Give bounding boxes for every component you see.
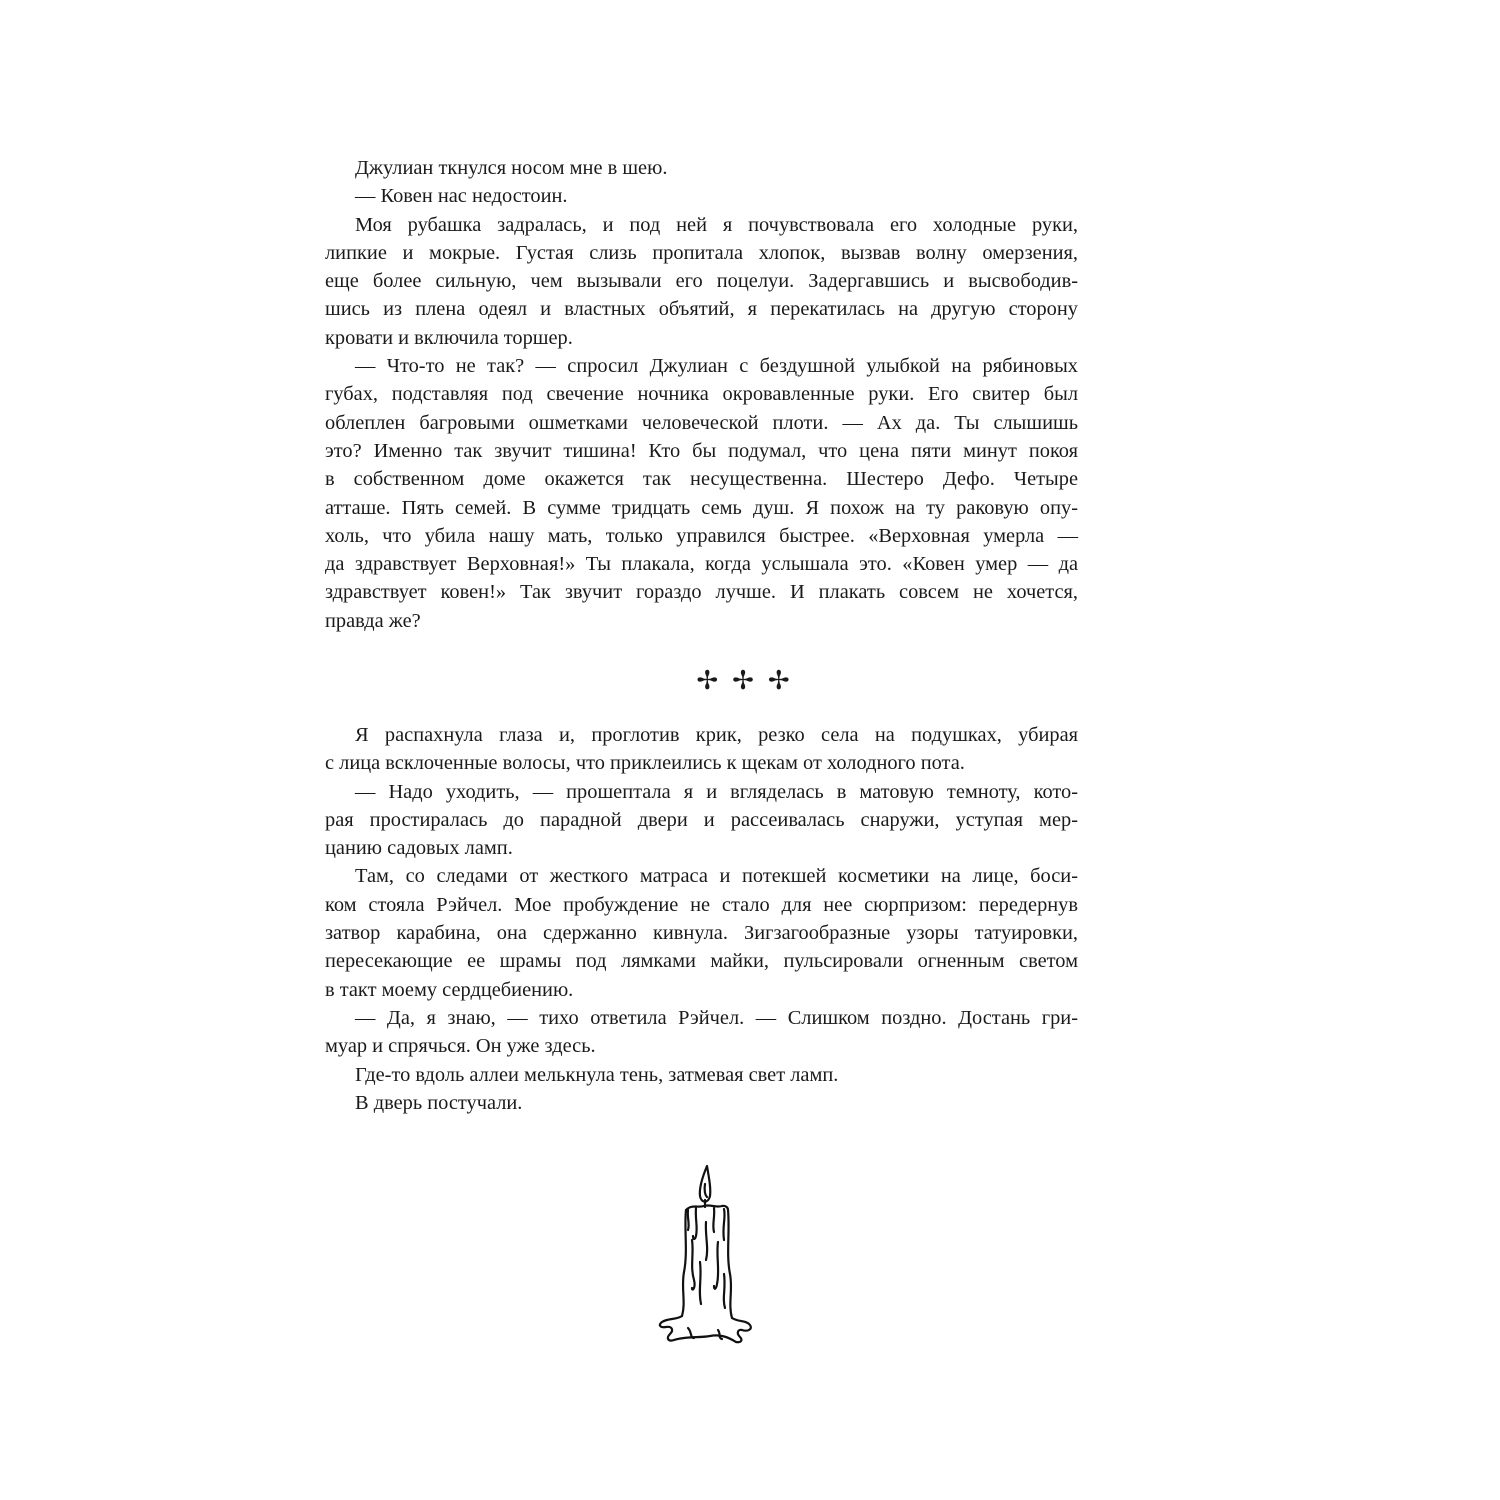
section-one-line: Моя рубашка задралась, и под ней я почувствовала его холодные руки,: [355, 213, 1078, 236]
section-one-line: в собственном доме окажется так несущественна. Шестеро Дефо. Четыре: [325, 468, 1078, 491]
section-two-line: рая простиралась до парадной двери и рассеивалась снаружи, уступая мер-: [325, 808, 1078, 831]
section-two-line: Где-то вдоль аллеи мелькнула тень, затмевая свет ламп.: [355, 1063, 839, 1086]
section-one-line: холь, что убила нашу мать, только управился быстрее. «Верховная умерла —: [325, 524, 1078, 547]
section-two-line: затвор карабина, она сдержанно кивнула. Зигзагообразные узоры татуировки,: [325, 922, 1078, 945]
section-one: [325, 154, 1078, 635]
section-one-line: Джулиан ткнулся носом мне в шею.: [355, 157, 668, 179]
section-one-line: шись из плена одеял и властных объятий, я перекатилась на другую сторону: [325, 298, 1078, 321]
section-two: [325, 721, 1078, 1117]
section-one-line: губах, подставляя под свечение ночника окровавленные руки. Его свитер был: [325, 383, 1078, 406]
section-two-line: Там, со следами от жесткого матраса и потекшей косметики на лице, боси-: [355, 865, 1078, 888]
section-two-line: пересекающие ее шрамы под лямками майки, пульсировали огненным светом: [325, 950, 1078, 973]
section-one-line: здравствует ковен!» Так звучит гораздо лучше. И плакать совсем не хочется,: [325, 581, 1078, 604]
section-one-line: еще более сильную, чем вызывали его поцелуи. Задергавшись и высвободив-: [325, 270, 1078, 293]
section-two-line: муар и спрячься. Он уже здесь.: [325, 1035, 596, 1058]
section-two-line: — Надо уходить, — прошептала я и вгляделась в матовую темноту, кото-: [355, 780, 1078, 803]
section-one-line: — Ковен нас недостоин.: [355, 185, 568, 208]
section-one-line: липкие и мокрые. Густая слизь пропитала хлопок, вызвав волну омерзения,: [325, 241, 1078, 264]
section-one-line: правда же?: [325, 609, 421, 632]
section-one-line: это? Именно так звучит тишина! Кто бы подумал, что цена пяти минут покоя: [325, 439, 1078, 462]
section-one-line: атташе. Пять семей. В сумме тридцать семь душ. Я похож на ту раковую опу-: [325, 496, 1078, 519]
section-one-line: кровати и включила торшер.: [325, 326, 573, 349]
section-separator: ✢✢✢: [696, 666, 804, 695]
section-two-line: цанию садовых ламп.: [325, 837, 513, 860]
section-two-line: Я распахнула глаза и, проглотив крик, резко села на подушках, убирая: [355, 724, 1078, 746]
section-one-line: облеплен багровыми ошметками человеческой плоти. — Ах да. Ты слышишь: [325, 411, 1078, 434]
section-two-line: — Да, я знаю, — тихо ответила Рэйчел. — Слишком поздно. Достань гри-: [355, 1006, 1078, 1029]
section-two-line: В дверь постучали.: [355, 1091, 523, 1114]
section-two-line: ком стояла Рэйчел. Мое пробуждение не стало для нее сюрпризом: передернув: [325, 893, 1078, 916]
candle-icon: [648, 1162, 758, 1347]
section-two-line: в такт моему сердцебиению.: [325, 978, 574, 1001]
section-one-line: да здравствует Верховная!» Ты плакала, когда услышала это. «Ковен умер — да: [325, 553, 1078, 576]
section-two-line: с лица всклоченные волосы, что приклеились к щекам от холодного пота.: [325, 752, 965, 775]
section-one-line: — Что-то не так? — спросил Джулиан с бездушной улыбкой на рябиновых: [355, 355, 1078, 378]
